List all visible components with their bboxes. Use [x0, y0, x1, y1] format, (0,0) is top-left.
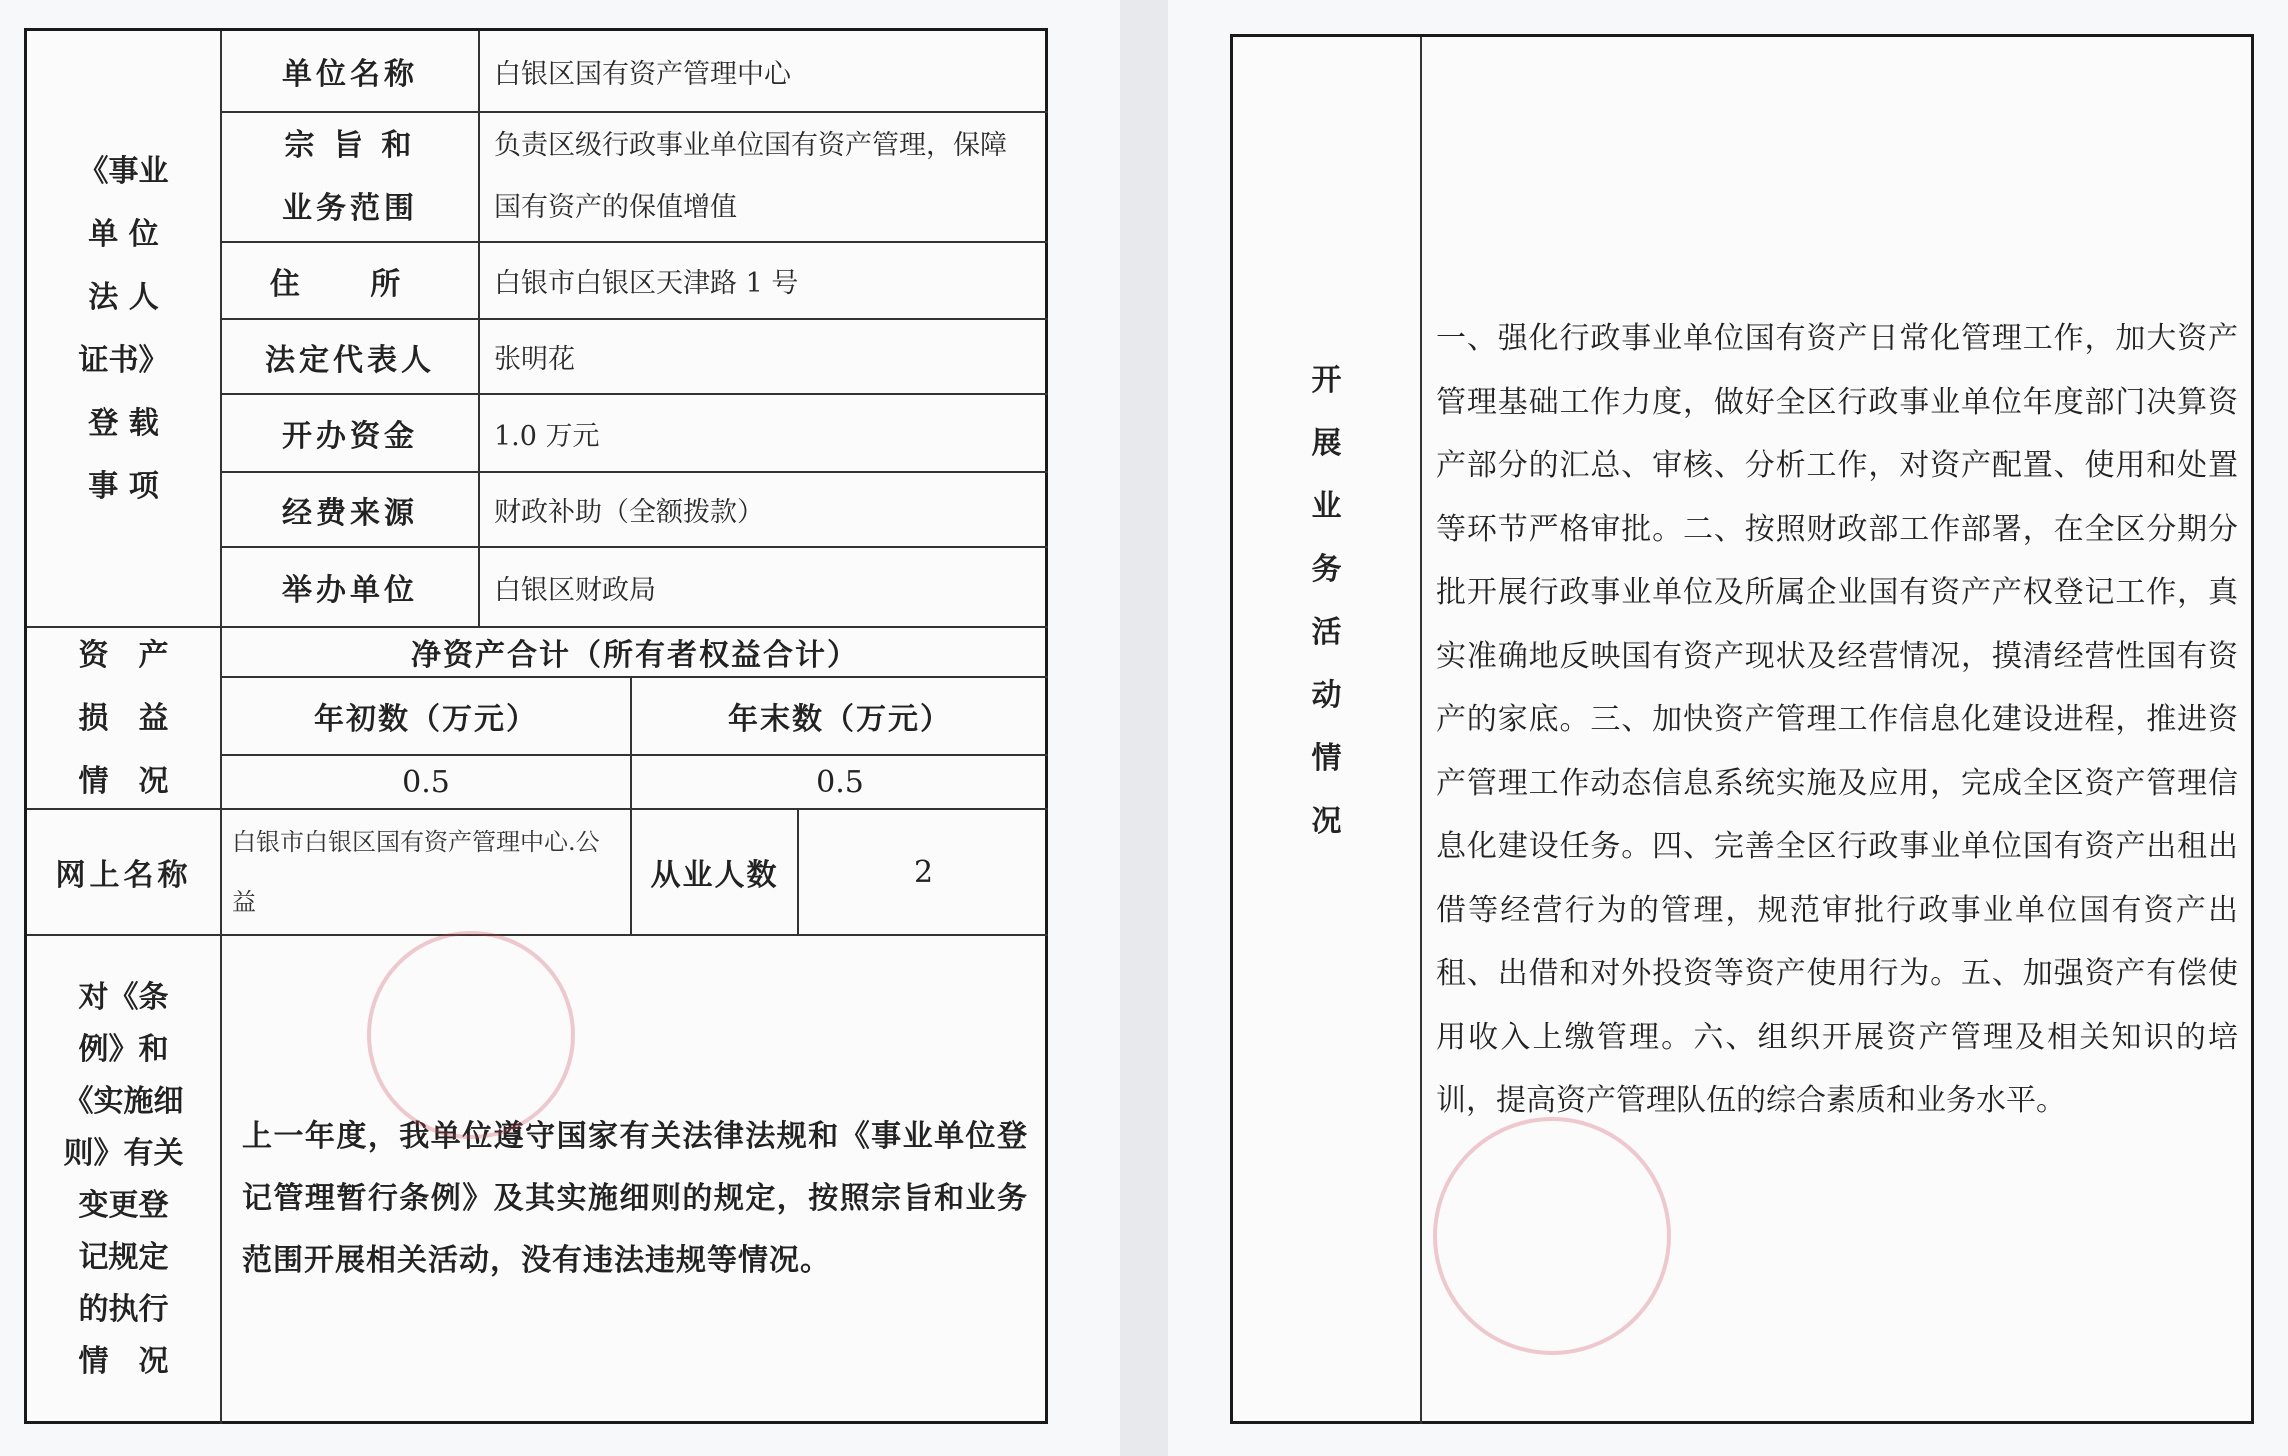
- compliance-text-cell: [222, 936, 1048, 1424]
- col-end-header: 年末数（万元）: [728, 702, 952, 737]
- activities-text-cell: [1422, 37, 2254, 1424]
- val-begin: 0.5: [402, 764, 450, 800]
- label-staff-count: 从业人数: [650, 858, 779, 893]
- value-unit-name: 白银区国有资产管理中心: [494, 58, 791, 90]
- assets-heading: 资 产 损 益 情 况: [78, 637, 169, 799]
- val-end: 0.5: [816, 764, 864, 800]
- value-sponsor: 白银区财政局: [494, 574, 656, 606]
- value-funding-source: 财政补助（全额拨款）: [494, 497, 764, 528]
- label-online-name: 网上名称: [55, 858, 192, 893]
- label-legal-rep: 法定代表人: [265, 342, 435, 378]
- label-funding-source: 经费来源: [282, 495, 418, 531]
- right-page: [1168, 0, 2288, 1456]
- value-capital: 1.0 万元: [494, 420, 600, 452]
- label-capital: 开办资金: [282, 419, 418, 454]
- right-form-frame: [1230, 34, 2254, 1424]
- compliance-heading: 对《条 例》和 《实施细 则》有关 变更登 记规定 的执行 情 况: [63, 980, 184, 1379]
- label-unit-name: 单位名称: [282, 57, 418, 92]
- col-begin-header: 年初数（万元）: [314, 702, 538, 737]
- compliance-text: 上一年度，我单位遵守国家有关法律法规和《事业单位登记管理暂行条例》及其实施细则的规定，按照宗旨和业务范围开展相关活动，没有违法违规等情况。: [242, 1119, 1028, 1278]
- label-sponsor: 举办单位: [282, 573, 418, 608]
- value-legal-rep: 张明花: [494, 344, 575, 375]
- left-form-frame: [24, 28, 1048, 1424]
- left-page: [0, 0, 1120, 1456]
- activities-heading: 开 展 业 务 活 动 情 况: [1311, 362, 1342, 839]
- register-items-heading: 《事业 单 位 法 人 证书》 登 载 事 项: [78, 153, 169, 504]
- net-assets-title: 净资产合计（所有者权益合计）: [411, 638, 859, 673]
- label-purpose-scope: 宗 旨 和 业务范围: [282, 128, 418, 226]
- value-online-name: 白银市白银区国有资产管理中心.公 益: [232, 828, 600, 916]
- value-purpose-scope: 负责区级行政事业单位国有资产管理，保障 国有资产的保值增值: [494, 130, 1007, 223]
- page-gutter: [1120, 0, 1168, 1456]
- label-address: 住 所: [269, 266, 431, 302]
- activities-text: 一、强化行政事业单位国有资产日常化管理工作，加大资产管理基础工作力度，做好全区行政事业单位年度部门决算资产部分的汇总、审核、分析工作，对资产配置、使用和处置等环节严格审批。二、按照财政部工作部署，在全区分期分批开展行政事业单位及所属企业国有资产产权登记工作，真实准确地反映国有资产现状及经营情况，摸清经营性国有资产的家底。三、加快资产管理工作信息化建设进程，推进资产管理工作动态信息系统实施及应用，完成全区资产管理信息化建设任务。四、完善全区行政事业单位国有资产出租出借等经营行为的管理，规范审批行政事业单位国有资产出租、出借和对外投资等资产使用行为。五、加强资产有偿使用收入上缴管理。六、组织开展资产管理及相关知识的培训，提高资产管理队伍的综合素质和业务水平。: [1436, 321, 2238, 1118]
- value-staff-count: 2: [913, 854, 934, 890]
- value-address: 白银市白银区天津路 1 号: [494, 268, 799, 299]
